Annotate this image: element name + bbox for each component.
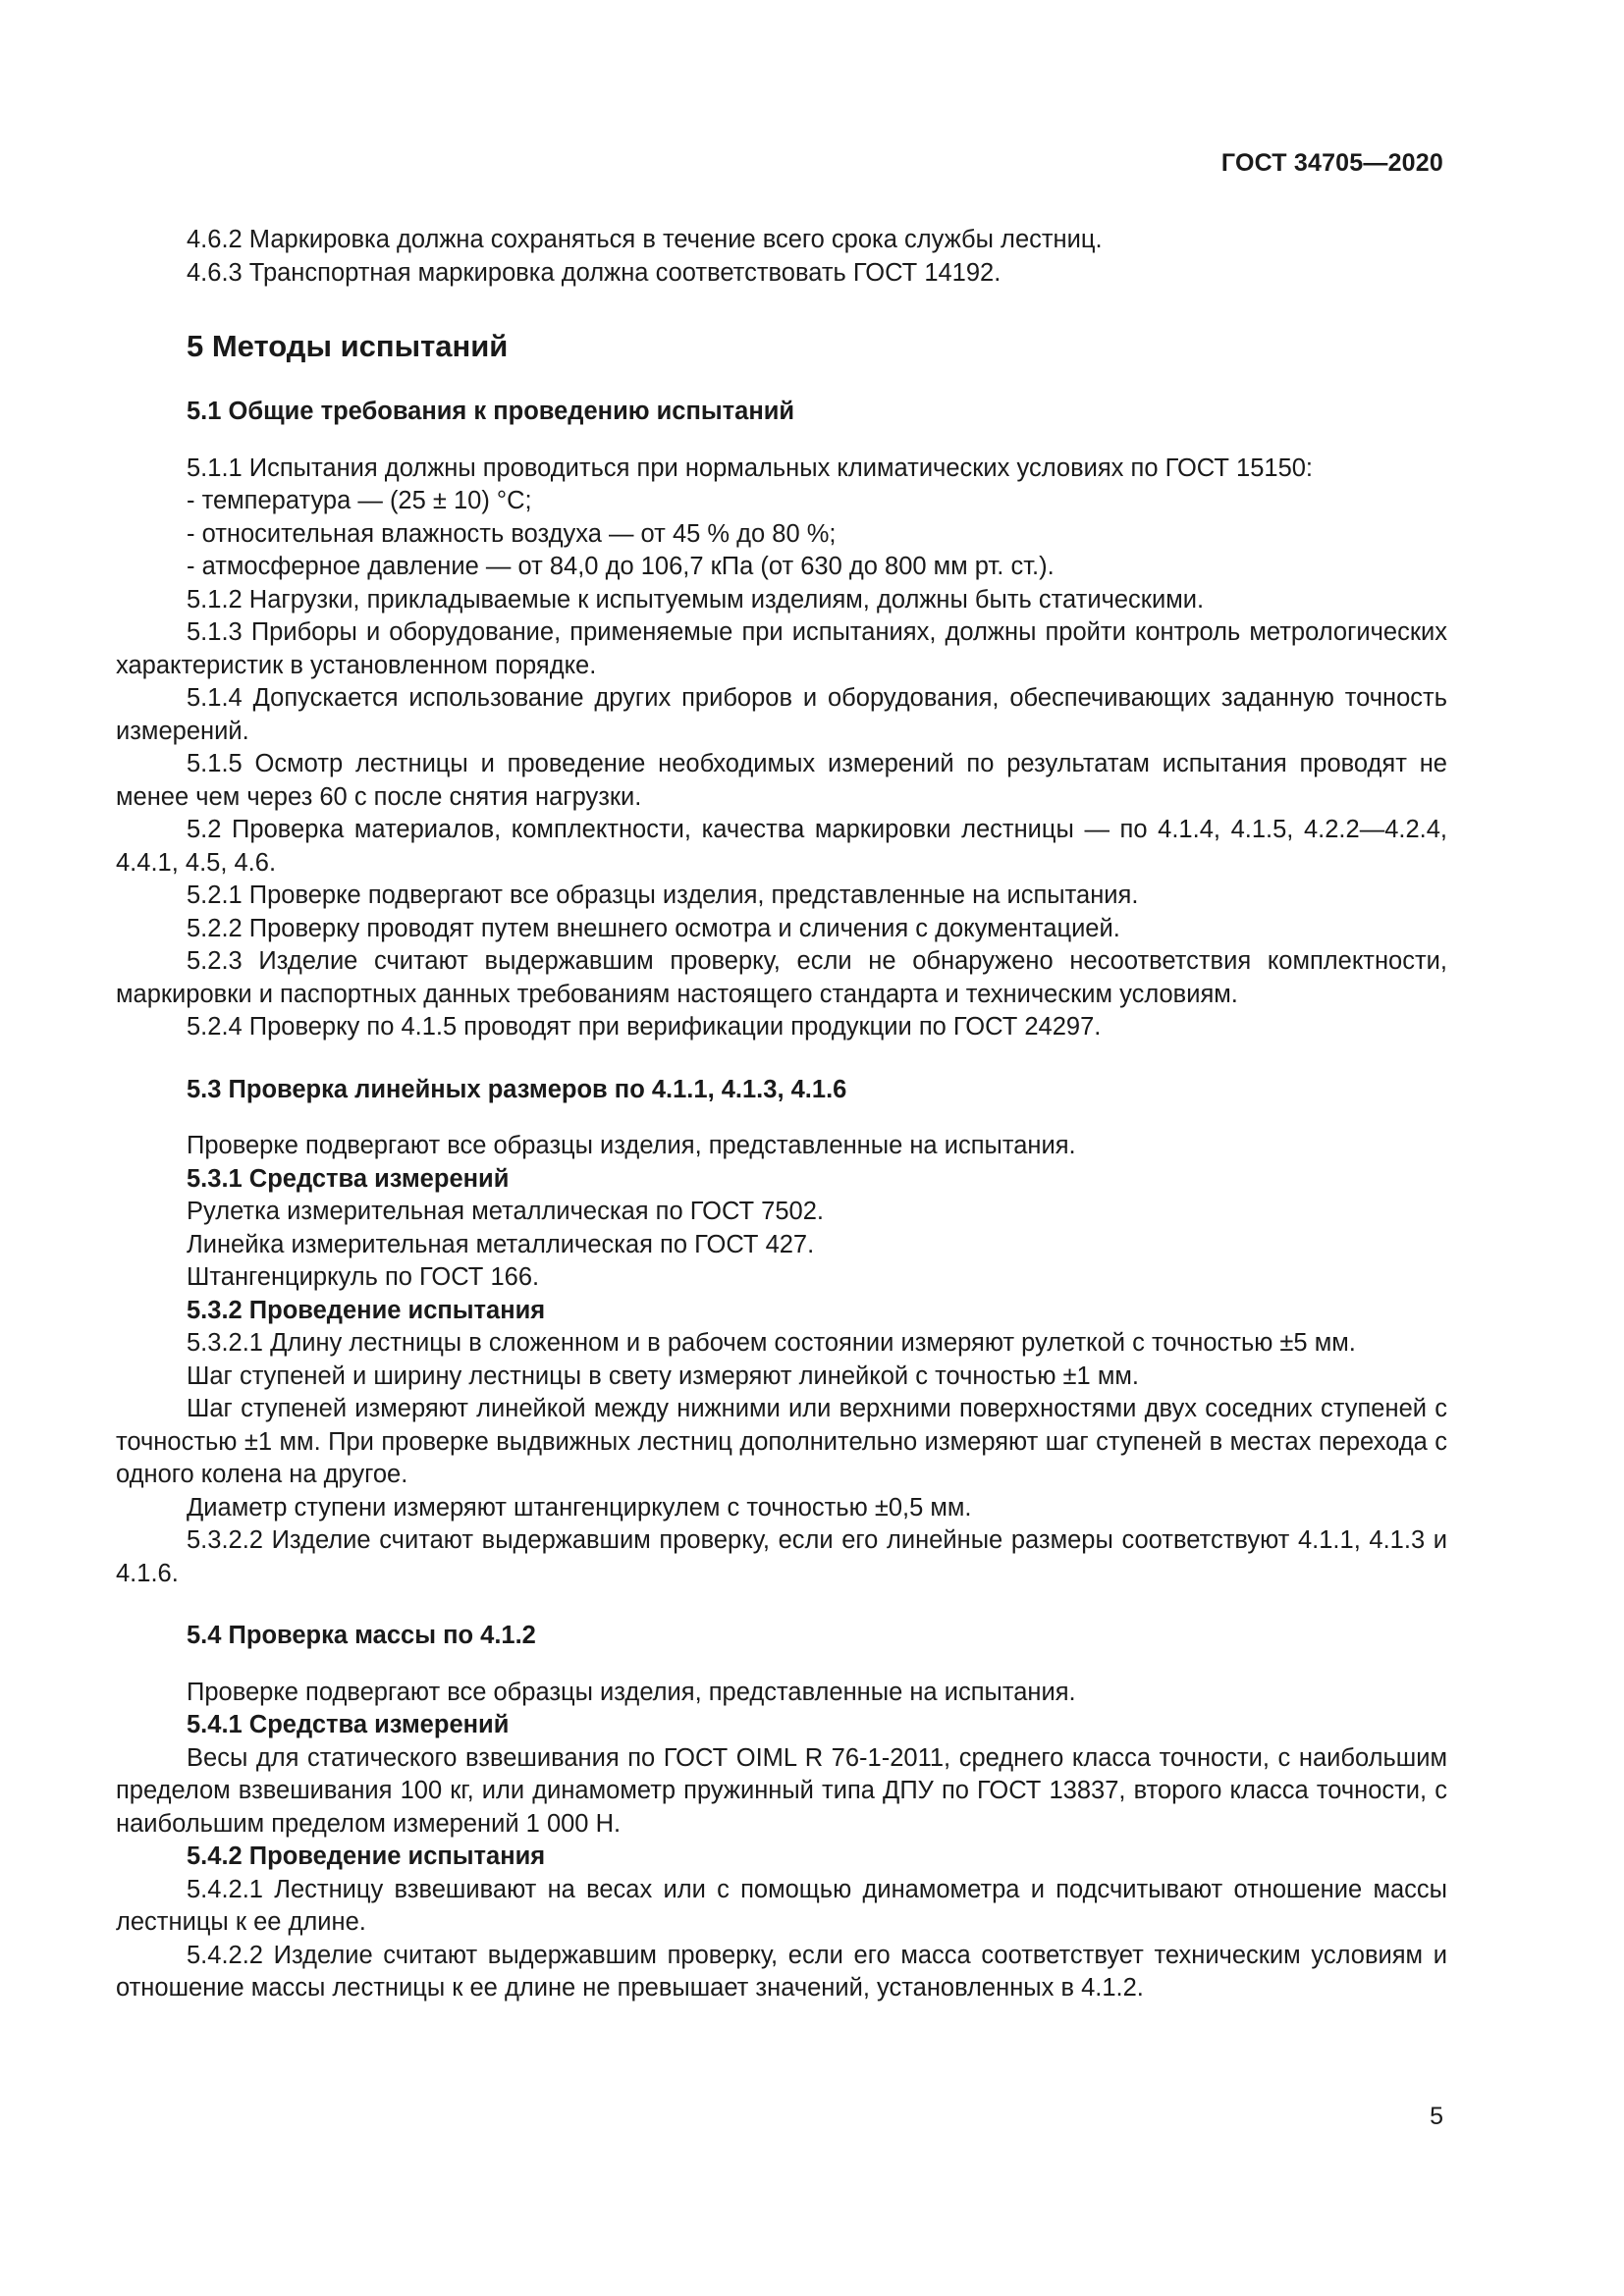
paragraph-5-4-2-2: 5.4.2.2 Изделие считают выдержавшим проверку, если его масса соответствует техническим условиям и отношение массы лестницы к ее длине не превышает значений, установленных в 4.1.2. bbox=[116, 1941, 1447, 2002]
paragraph-5-1-4: 5.1.4 Допускается использование других приборов и оборудования, обеспечивающих заданную точность измерений. bbox=[116, 684, 1447, 745]
paragraph-4-6-3: 4.6.3 Транспортная маркировка должна соответствовать ГОСТ 14192. bbox=[187, 258, 1001, 287]
paragraph-step-diameter: Диаметр ступени измеряют штангенциркулем с точностью ±0,5 мм. bbox=[187, 1493, 972, 1522]
paragraph-4-6-2: 4.6.2 Маркировка должна сохраняться в течение всего срока службы лестниц. bbox=[187, 226, 1103, 253]
paragraph-5-1-1: 5.1.1 Испытания должны проводиться при нормальных климатических условиях по ГОСТ 15150: bbox=[187, 454, 1314, 482]
paragraph-step-width: Шаг ступеней и ширину лестницы в свету измеряют линейкой с точностью ±1 мм. bbox=[187, 1362, 1139, 1390]
document-body bbox=[116, 224, 1447, 2005]
means-item-tape: Рулетка измерительная металлическая по ГОСТ 7502. bbox=[187, 1198, 824, 1225]
paragraph-step-pitch: Шаг ступеней измеряют линейкой между нижними или верхними поверхностями двух соседних ступеней с точностью ±1 мм. При проверке выдвижных лестниц дополнительно измеряют шаг ступеней в местах перехода с одного колена на другое. bbox=[116, 1395, 1447, 1488]
subsection-5-1-heading: 5.1 Общие требования к проведению испытаний bbox=[187, 398, 795, 425]
paragraph-5-2: 5.2 Проверка материалов, комплектности, качества маркировки лестницы — по 4.1.4, 4.1.5, 4.2.2—4.2.4, 4.4.1, 4.5, 4.6. bbox=[116, 816, 1447, 877]
paragraph-5-2-1: 5.2.1 Проверке подвергают все образцы изделия, представленные на испытания. bbox=[187, 881, 1139, 909]
paragraph-5-1-5: 5.1.5 Осмотр лестницы и проведение необходимых измерений по результатам испытания проводят не менее чем через 60 с после снятия нагрузки. bbox=[116, 750, 1447, 811]
subsection-5-4-heading: 5.4 Проверка массы по 4.1.2 bbox=[187, 1622, 536, 1649]
means-item-scales: Весы для статического взвешивания по ГОСТ OIML R 76-1-2011, среднего класса точности, с наибольшим пределом взвешивания 100 кг, или динамометр пружинный типа ДПУ по ГОСТ 13837, второго класса точности, с наибольшим пределом измерений 1 000 Н. bbox=[116, 1743, 1447, 1838]
paragraph-5-2-4: 5.2.4 Проверку по 4.1.5 проводят при верификации продукции по ГОСТ 24297. bbox=[187, 1013, 1102, 1041]
paragraph-5-4-intro: Проверке подвергают все образцы изделия, представленные на испытания. bbox=[187, 1678, 1076, 1706]
paragraph-5-1-2: 5.1.2 Нагрузки, прикладываемые к испытуемым изделиям, должны быть статическими. bbox=[187, 585, 1205, 614]
paragraph-5-3-2-1: 5.3.2.1 Длину лестницы в сложенном и в рабочем состоянии измеряют рулеткой с точностью ±5 мм. bbox=[187, 1329, 1356, 1357]
list-item-pressure: - атмосферное давление — от 84,0 до 106,7 кПа (от 630 до 800 мм рт. ст.). bbox=[187, 553, 1055, 580]
paragraph-5-3-2-2: 5.3.2.2 Изделие считают выдержавшим проверку, если его линейные размеры соответствуют 4.1.1, 4.1.3 и 4.1.6. bbox=[116, 1526, 1447, 1587]
paragraph-5-3-intro: Проверке подвергают все образцы изделия, представленные на испытания. bbox=[187, 1132, 1076, 1159]
subsection-5-3-2-heading: 5.3.2 Проведение испытания bbox=[187, 1296, 546, 1324]
page-number: 5 bbox=[1430, 2103, 1443, 2130]
subsection-5-4-2-heading: 5.4.2 Проведение испытания bbox=[187, 1842, 546, 1870]
subsection-5-3-heading: 5.3 Проверка линейных размеров по 4.1.1, 4.1.3, 4.1.6 bbox=[187, 1075, 847, 1103]
list-item-temperature: - температура — (25 ± 10) °С; bbox=[187, 487, 532, 514]
subsection-5-3-1-heading: 5.3.1 Средства измерений bbox=[187, 1164, 510, 1193]
subsection-5-4-1-heading: 5.4.1 Средства измерений bbox=[187, 1711, 510, 1738]
document-header-id: ГОСТ 34705—2020 bbox=[1220, 149, 1443, 177]
section-5-heading: 5 Методы испытаний bbox=[187, 329, 509, 363]
list-item-humidity: - относительная влажность воздуха — от 45 % до 80 %; bbox=[187, 519, 837, 548]
paragraph-5-1-3: 5.1.3 Приборы и оборудование, применяемые при испытаниях, должны пройти контроль метрологических характеристик в установленном порядке. bbox=[116, 618, 1447, 679]
means-item-caliper: Штангенциркуль по ГОСТ 166. bbox=[187, 1263, 540, 1291]
paragraph-5-2-2: 5.2.2 Проверку проводят путем внешнего осмотра и сличения с документацией. bbox=[187, 914, 1120, 942]
means-item-ruler: Линейка измерительная металлическая по ГОСТ 427. bbox=[187, 1230, 815, 1258]
paragraph-5-4-2-1: 5.4.2.1 Лестницу взвешивают на весах или с помощью динамометра и подсчитывают отношение массы лестницы к ее длине. bbox=[116, 1875, 1447, 1936]
paragraph-5-2-3: 5.2.3 Изделие считают выдержавшим проверку, если не обнаружено несоответствия комплектности, маркировки и паспортных данных требованиям настоящего стандарта и техническим условиям. bbox=[116, 947, 1447, 1008]
